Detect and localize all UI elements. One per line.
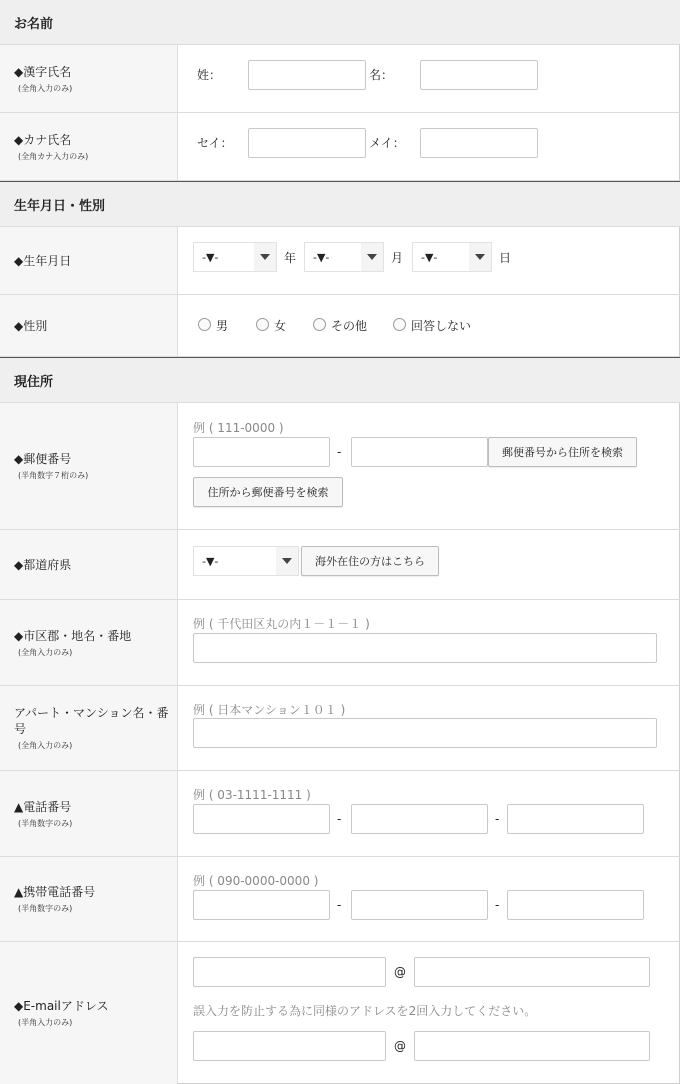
- gender-label-male: 男: [216, 319, 229, 333]
- email-confirm-note: 誤入力を防止する為に同様のアドレスを2回入力してください。: [193, 1004, 537, 1018]
- section-header-name: [0, 0, 680, 45]
- label-day: 日: [499, 251, 512, 265]
- note-mobile: (半角数字のみ): [18, 904, 73, 913]
- search-address-button[interactable]: 郵便番号から住所を検索: [488, 437, 637, 467]
- chevron-down-icon: [469, 243, 491, 271]
- gender-radio-no-answer[interactable]: [393, 318, 406, 331]
- label-email: ◆E-mailアドレス: [14, 999, 109, 1013]
- chevron-down-icon: [254, 243, 276, 271]
- label-cell-gender: [0, 295, 178, 356]
- label-month: 月: [391, 251, 404, 265]
- gender-label-no-answer: 回答しない: [411, 319, 472, 333]
- mobile-third-input[interactable]: [507, 890, 644, 920]
- email-confirm-at-sign: @: [394, 1039, 406, 1053]
- building-input[interactable]: [193, 718, 657, 748]
- label-phone: ▲電話番号: [14, 799, 72, 814]
- search-postal-button[interactable]: 住所から郵便番号を検索: [193, 477, 343, 507]
- hint-phone: 例 ( 03-1111-1111 ): [193, 788, 311, 802]
- label-sei: 姓：: [197, 68, 222, 82]
- gender-radio-other[interactable]: [313, 318, 326, 331]
- hint-postal: 例 ( 111-0000 ): [193, 421, 284, 435]
- note-email: (半角入力のみ): [18, 1018, 73, 1027]
- label-cell-mobile: [0, 857, 178, 941]
- mobile-dash-2: -: [495, 898, 500, 912]
- birth-day-value: -▼-: [421, 250, 438, 264]
- mobile-first-input[interactable]: [193, 890, 330, 920]
- birth-day-select[interactable]: [412, 242, 492, 272]
- email-at-sign: @: [394, 965, 406, 979]
- label-cell-dob: [0, 227, 178, 294]
- row-phone: [0, 771, 680, 857]
- email-confirm-domain-input[interactable]: [414, 1031, 650, 1061]
- overseas-button[interactable]: 海外在住の方はこちら: [301, 546, 439, 576]
- section-title-address: 現住所: [14, 374, 54, 390]
- row-dob: [0, 227, 680, 295]
- label-sei-kana: セイ：: [197, 136, 233, 150]
- postal-code-first-input[interactable]: [193, 437, 330, 467]
- section-title-name: お名前: [14, 16, 54, 32]
- row-postal: [0, 403, 680, 530]
- first-name-kana-input[interactable]: [420, 128, 538, 158]
- row-city: [0, 600, 680, 686]
- birth-month-select[interactable]: [304, 242, 384, 272]
- hint-city: 例 ( 千代田区丸の内１－１－１ ): [193, 617, 370, 631]
- chevron-down-icon: [276, 547, 298, 575]
- hint-building: 例 ( 日本マンション１０１ ): [193, 703, 346, 717]
- label-kana-name: ◆カナ氏名: [14, 132, 72, 147]
- label-mobile: ▲携帯電話番号: [14, 885, 96, 899]
- label-gender: ◆性別: [14, 318, 48, 333]
- section-title-birth: 生年月日・性別: [14, 198, 106, 214]
- label-year: 年: [284, 251, 297, 265]
- phone-dash-1: -: [337, 812, 342, 826]
- gender-radio-female[interactable]: [256, 318, 269, 331]
- row-gender: [0, 295, 680, 357]
- label-cell-kana: [0, 113, 178, 180]
- chevron-down-icon: [361, 243, 383, 271]
- email-domain-input[interactable]: [414, 957, 650, 987]
- gender-label-other: その他: [331, 319, 368, 333]
- hint-mobile: 例 ( 090-0000-0000 ): [193, 874, 319, 888]
- postal-dash: -: [337, 445, 342, 459]
- label-postal: ◆郵便番号: [14, 452, 72, 466]
- note-city: (全角入力のみ): [18, 647, 73, 657]
- birth-year-select[interactable]: [193, 242, 277, 272]
- gender-label-female: 女: [274, 319, 287, 333]
- label-cell-postal: [0, 403, 178, 529]
- label-building: アパート・マンション名・番号: [14, 706, 169, 736]
- phone-third-input[interactable]: [507, 804, 644, 834]
- prefecture-select[interactable]: [193, 546, 299, 576]
- label-cell-building: [0, 686, 178, 770]
- row-prefecture: [0, 530, 680, 600]
- email-confirm-local-input[interactable]: [193, 1031, 386, 1061]
- row-building: [0, 686, 680, 771]
- email-local-input[interactable]: [193, 957, 386, 987]
- city-address-input[interactable]: [193, 633, 657, 663]
- label-cell-city: [0, 600, 178, 685]
- phone-second-input[interactable]: [351, 804, 488, 834]
- label-mei-kana: メイ：: [369, 136, 405, 150]
- row-mobile: [0, 857, 680, 942]
- postal-code-second-input[interactable]: [351, 437, 488, 467]
- row-email: [0, 942, 680, 1084]
- birth-year-value: -▼-: [202, 250, 219, 264]
- gender-radio-male[interactable]: [198, 318, 211, 331]
- note-kanji-name: (全角入力のみ): [18, 83, 73, 93]
- last-name-kana-input[interactable]: [248, 128, 366, 158]
- label-prefecture: ◆都道府県: [14, 557, 72, 572]
- first-name-kanji-input[interactable]: [420, 60, 538, 90]
- row-kanji-name: [0, 45, 680, 113]
- section-header-birth: [0, 182, 680, 227]
- label-cell-email: [0, 942, 178, 1084]
- label-dob: ◆生年月日: [14, 253, 72, 268]
- label-cell-prefecture: [0, 530, 178, 599]
- section-header-address: [0, 358, 680, 403]
- prefecture-value: -▼-: [202, 554, 219, 568]
- mobile-dash-1: -: [337, 898, 342, 912]
- note-building: (全角入力のみ): [18, 741, 73, 750]
- note-phone: (半角数字のみ): [18, 818, 73, 828]
- mobile-second-input[interactable]: [351, 890, 488, 920]
- row-kana-name: [0, 113, 680, 181]
- label-cell-kanji: [0, 45, 178, 112]
- phone-dash-2: -: [495, 812, 500, 826]
- last-name-kanji-input[interactable]: [248, 60, 366, 90]
- label-cell-phone: [0, 771, 178, 856]
- birth-month-value: -▼-: [313, 250, 330, 264]
- phone-first-input[interactable]: [193, 804, 330, 834]
- label-city: ◆市区郡・地名・番地: [14, 628, 132, 643]
- note-kana-name: (全角カナ入力のみ): [18, 151, 89, 161]
- label-kanji-name: ◆漢字氏名: [14, 64, 72, 79]
- label-mei: 名：: [369, 68, 394, 82]
- note-postal: (半角数字７桁のみ): [18, 471, 89, 480]
